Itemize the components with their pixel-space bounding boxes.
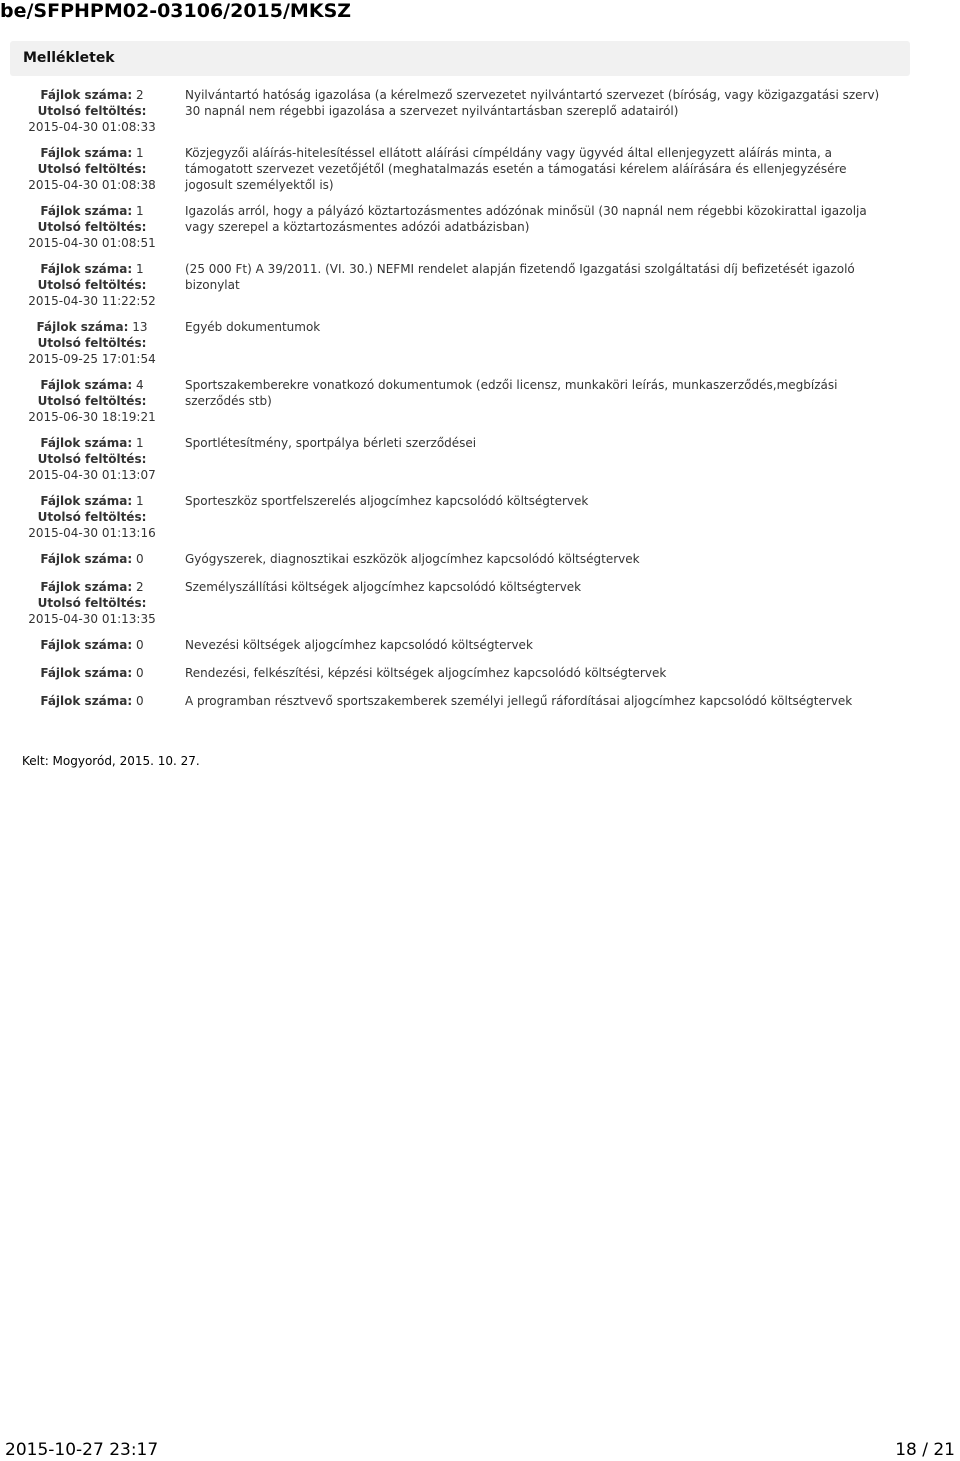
file-count-value: 4 xyxy=(136,378,144,392)
file-count-label: Fájlok száma: xyxy=(40,666,133,680)
last-upload-time: 2015-04-30 01:13:07 xyxy=(28,468,156,482)
file-count-label: Fájlok száma: xyxy=(36,320,129,334)
last-upload-time: 2015-04-30 11:22:52 xyxy=(28,294,156,308)
section-title: Mellékletek xyxy=(23,50,115,66)
file-info-group xyxy=(26,637,158,653)
file-count-line xyxy=(26,203,158,219)
file-count-line xyxy=(26,319,158,335)
last-upload-time: 2015-04-30 01:08:33 xyxy=(28,120,156,134)
attachment-description: Sporteszköz sportfelszerelés aljogcímhez kapcsolódó költségtervek xyxy=(185,494,589,508)
attachment-description: Gyógyszerek, diagnosztikai eszközök aljogcímhez kapcsolódó költségtervek xyxy=(185,552,640,566)
file-count-value: 0 xyxy=(136,638,144,652)
last-upload-label: Utolsó feltöltés: xyxy=(37,162,147,176)
file-count-line xyxy=(26,145,158,161)
file-count-value: 0 xyxy=(136,552,144,566)
attachment-description: Nevezési költségek aljogcímhez kapcsolódó költségtervek xyxy=(185,638,533,652)
attachment-description: Sportlétesítmény, sportpálya bérleti szerződései xyxy=(185,436,477,450)
file-count-label: Fájlok száma: xyxy=(40,88,133,102)
last-upload-label: Utolsó feltöltés: xyxy=(37,452,147,466)
document-header: be/SFPHPM02-03106/2015/MKSZ xyxy=(0,0,352,22)
file-info-group xyxy=(26,435,158,483)
file-count-value: 0 xyxy=(136,666,144,680)
file-count-label: Fájlok száma: xyxy=(40,436,133,450)
attachment-description: Egyéb dokumentumok xyxy=(185,320,321,334)
last-upload-time: 2015-04-30 01:13:35 xyxy=(28,612,156,626)
file-count-line xyxy=(26,493,158,509)
file-info-group xyxy=(26,203,158,251)
file-info-group xyxy=(26,261,158,309)
last-upload-label: Utolsó feltöltés: xyxy=(37,510,147,524)
file-count-label: Fájlok száma: xyxy=(40,694,133,708)
file-info-group xyxy=(26,665,158,681)
file-count-value: 1 xyxy=(136,262,144,276)
file-count-line xyxy=(26,435,158,451)
file-count-label: Fájlok száma: xyxy=(40,262,133,276)
last-upload-time: 2015-04-30 01:13:16 xyxy=(28,526,156,540)
signed-place-date: Kelt: Mogyoród, 2015. 10. 27. xyxy=(22,754,200,768)
last-upload-time: 2015-09-25 17:01:54 xyxy=(28,352,156,366)
file-info-group xyxy=(26,493,158,541)
last-upload-label: Utolsó feltöltés: xyxy=(37,394,147,408)
file-count-line xyxy=(26,579,158,595)
last-upload-time: 2015-04-30 01:08:38 xyxy=(28,178,156,192)
file-count-line xyxy=(26,87,158,103)
file-count-line xyxy=(26,665,158,681)
last-upload-label: Utolsó feltöltés: xyxy=(37,220,147,234)
file-count-value: 1 xyxy=(136,436,144,450)
file-count-label: Fájlok száma: xyxy=(40,146,133,160)
file-count-value: 1 xyxy=(136,494,144,508)
file-count-value: 1 xyxy=(136,204,144,218)
file-count-value: 1 xyxy=(136,146,144,160)
last-upload-time: 2015-04-30 01:08:51 xyxy=(28,236,156,250)
last-upload-time: 2015-06-30 18:19:21 xyxy=(28,410,156,424)
footer-timestamp: 2015-10-27 23:17 xyxy=(5,1440,159,1460)
file-count-label: Fájlok száma: xyxy=(40,204,133,218)
file-count-value: 0 xyxy=(136,694,144,708)
file-info-group xyxy=(26,319,158,367)
file-info-group xyxy=(26,693,158,709)
file-info-group xyxy=(26,87,158,135)
last-upload-label: Utolsó feltöltés: xyxy=(37,596,147,610)
file-count-line xyxy=(26,377,158,393)
file-count-label: Fájlok száma: xyxy=(40,580,133,594)
file-count-label: Fájlok száma: xyxy=(40,552,133,566)
attachment-description: Személyszállítási költségek aljogcímhez kapcsolódó költségtervek xyxy=(185,580,582,594)
last-upload-label: Utolsó feltöltés: xyxy=(37,336,147,350)
attachment-description: A programban résztvevő sportszakemberek személyi jellegű ráfordításai aljogcímhez kapcsolódó költségtervek xyxy=(185,694,853,708)
attachment-description: (25 000 Ft) A 39/2011. (VI. 30.) NEFMI rendelet alapján fizetendő Igazgatási szolgáltatási díj befizetését igazoló bizonylat xyxy=(185,262,855,292)
attachment-description: Nyilvántartó hatóság igazolása (a kérelmező szervezetet nyilvántartó szervezet (bíróság, vagy közigazgatási szerv) 30 napnál nem régebbi igazolása a szervezet nyilvántartásban szereplő adatairól) xyxy=(185,88,880,118)
file-count-label: Fájlok száma: xyxy=(40,494,133,508)
section-header xyxy=(10,41,910,76)
attachment-description: Rendezési, felkészítési, képzési költségek aljogcímhez kapcsolódó költségtervek xyxy=(185,666,667,680)
file-count-value: 13 xyxy=(132,320,148,334)
file-count-line xyxy=(26,551,158,567)
file-info-group xyxy=(26,551,158,567)
last-upload-label: Utolsó feltöltés: xyxy=(37,278,147,292)
file-count-value: 2 xyxy=(136,88,144,102)
file-info-group xyxy=(26,377,158,425)
file-count-value: 2 xyxy=(136,580,144,594)
attachment-description: Közjegyzői aláírás-hitelesítéssel ellátott aláírási címpéldány vagy ügyvéd által ellenjegyzett aláírás minta, a támogatott szervezet vezetőjétől (meghatalmazás esetén a támogatási kérelem aláírására és ellenjegyzésére jogosult személyektől is) xyxy=(185,146,847,192)
attachment-description: Sportszakemberekre vonatkozó dokumentumok (edzői licensz, munkaköri leírás, munkaszerződés,megbízási szerződés stb) xyxy=(185,378,838,408)
file-count-label: Fájlok száma: xyxy=(40,638,133,652)
attachment-description: Igazolás arról, hogy a pályázó köztartozásmentes adózónak minősül (30 napnál nem régebbi közokirattal igazolja vagy szerepel a köztartozásmentes adózói adatbázisban) xyxy=(185,204,867,234)
file-count-line xyxy=(26,261,158,277)
file-info-group xyxy=(26,145,158,193)
file-count-line xyxy=(26,693,158,709)
footer-page-number: 18 / 21 xyxy=(895,1440,955,1460)
file-count-line xyxy=(26,637,158,653)
last-upload-label: Utolsó feltöltés: xyxy=(37,104,147,118)
file-count-label: Fájlok száma: xyxy=(40,378,133,392)
file-info-group xyxy=(26,579,158,627)
